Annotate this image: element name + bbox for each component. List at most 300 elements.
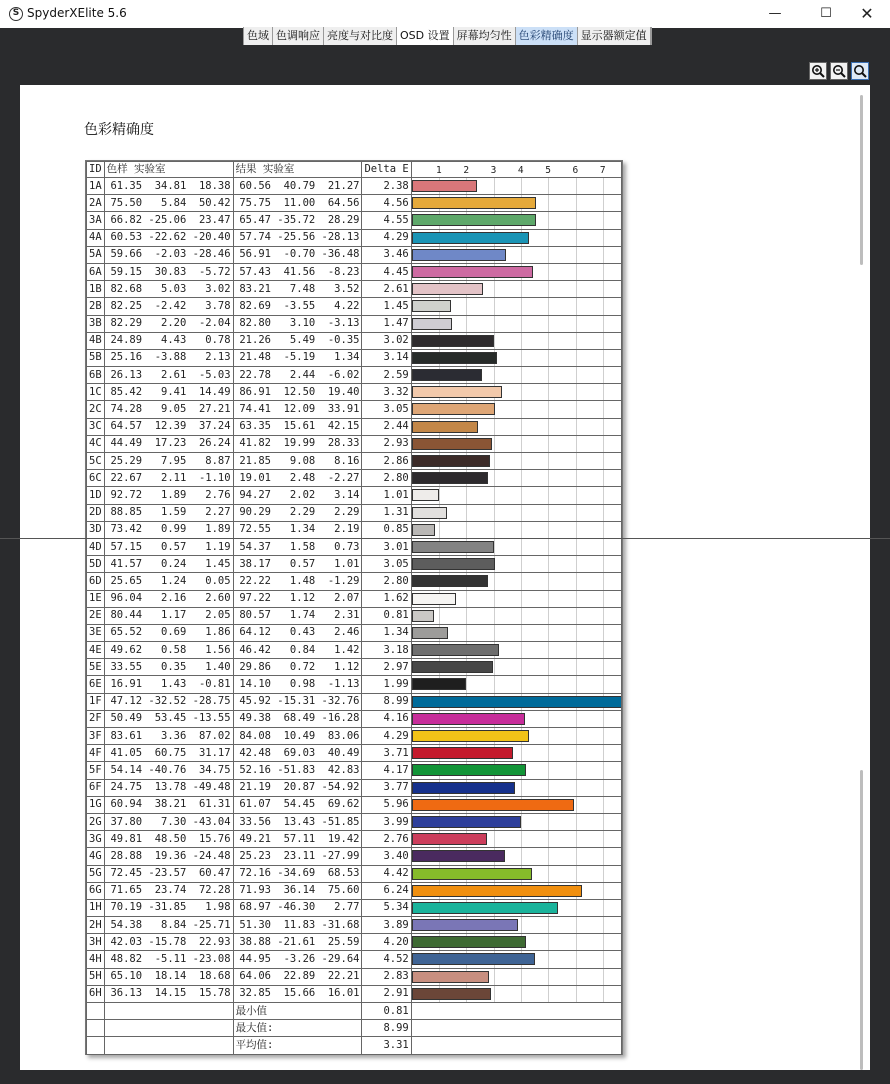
- grid-line: [548, 333, 549, 349]
- row-sample-lab: 25.65 1.24 0.05: [104, 573, 233, 590]
- grid-line: [603, 917, 604, 933]
- row-id: 3D: [87, 521, 105, 538]
- row-result-lab: 72.55 1.34 2.19: [233, 521, 362, 538]
- grid-line: [548, 316, 549, 332]
- grid-line: [521, 676, 522, 692]
- row-id: 2E: [87, 607, 105, 624]
- row-bar-cell: [411, 796, 621, 813]
- grid-line: [576, 178, 577, 194]
- grid-line: [521, 556, 522, 572]
- tab-brightness-contrast[interactable]: 亮度与对比度: [324, 27, 397, 45]
- row-delta-e: 6.24: [362, 882, 411, 899]
- delta-e-bar: [412, 747, 513, 759]
- row-sample-lab: 41.05 60.75 31.17: [104, 745, 233, 762]
- table-row: [87, 487, 622, 504]
- tab-color-accuracy[interactable]: 色彩精确度: [516, 27, 578, 45]
- stats-label: 最大值:: [233, 1020, 362, 1037]
- row-bar-cell: [411, 676, 621, 693]
- stats-empty: [104, 1003, 233, 1020]
- grid-line: [548, 676, 549, 692]
- stats-row: [87, 1003, 622, 1020]
- grid-line: [576, 436, 577, 452]
- delta-e-bar: [412, 661, 493, 673]
- delta-e-bar: [412, 593, 456, 605]
- delta-e-bar: [412, 266, 533, 278]
- grid-line: [576, 453, 577, 469]
- grid-line: [494, 625, 495, 641]
- table-row: [87, 556, 622, 573]
- axis-tick-label: 7: [599, 165, 606, 176]
- grid-line: [521, 453, 522, 469]
- row-sample-lab: 60.94 38.21 61.31: [104, 796, 233, 813]
- grid-line: [576, 367, 577, 383]
- row-result-lab: 49.38 68.49 -16.28: [233, 710, 362, 727]
- delta-e-bar: [412, 524, 435, 536]
- grid-line: [548, 539, 549, 555]
- row-delta-e: 3.40: [362, 848, 411, 865]
- row-result-lab: 97.22 1.12 2.07: [233, 590, 362, 607]
- row-bar-cell: [411, 745, 621, 762]
- grid-line: [576, 762, 577, 778]
- grid-line: [548, 814, 549, 830]
- table-row: [87, 384, 622, 401]
- grid-line: [603, 676, 604, 692]
- header-result-lab: 结果 实验室: [233, 162, 362, 178]
- grid-line: [603, 539, 604, 555]
- grid-line: [521, 848, 522, 864]
- table-row: [87, 642, 622, 659]
- row-sample-lab: 50.49 53.45 -13.55: [104, 710, 233, 727]
- row-sample-lab: 49.81 48.50 15.76: [104, 831, 233, 848]
- color-accuracy-table: [86, 161, 622, 1055]
- row-result-lab: 21.26 5.49 -0.35: [233, 332, 362, 349]
- row-sample-lab: 80.44 1.17 2.05: [104, 607, 233, 624]
- grid-line: [576, 814, 577, 830]
- row-sample-lab: 82.25 -2.42 3.78: [104, 298, 233, 315]
- row-sample-lab: 24.89 4.43 0.78: [104, 332, 233, 349]
- grid-line: [603, 247, 604, 263]
- row-result-lab: 52.16 -51.83 42.83: [233, 762, 362, 779]
- row-delta-e: 3.02: [362, 332, 411, 349]
- grid-line: [521, 591, 522, 607]
- maximize-button[interactable]: ☐: [820, 6, 832, 21]
- row-sample-lab: 60.53 -22.62 -20.40: [104, 229, 233, 246]
- row-bar-cell: [411, 573, 621, 590]
- grid-line: [603, 487, 604, 503]
- grid-line: [548, 264, 549, 280]
- axis-tick-label: 3: [490, 165, 497, 176]
- table-header-row: [87, 162, 622, 178]
- minimize-button[interactable]: —: [768, 6, 782, 21]
- row-bar-cell: [411, 470, 621, 487]
- row-delta-e: 2.86: [362, 453, 411, 470]
- grid-line: [603, 642, 604, 658]
- grid-line: [603, 831, 604, 847]
- row-result-lab: 22.78 2.44 -6.02: [233, 367, 362, 384]
- row-result-lab: 38.88 -21.61 25.59: [233, 934, 362, 951]
- grid-line: [576, 281, 577, 297]
- row-bar-cell: [411, 779, 621, 796]
- zoom-fit-icon: [853, 64, 867, 78]
- row-sample-lab: 16.91 1.43 -0.81: [104, 676, 233, 693]
- row-delta-e: 2.80: [362, 470, 411, 487]
- grid-line: [576, 934, 577, 950]
- grid-line: [521, 522, 522, 538]
- row-id: 1A: [87, 178, 105, 195]
- row-sample-lab: 66.82 -25.06 23.47: [104, 212, 233, 229]
- row-result-lab: 42.48 69.03 40.49: [233, 745, 362, 762]
- grid-line: [576, 848, 577, 864]
- grid-line: [548, 780, 549, 796]
- delta-e-bar: [412, 352, 498, 364]
- grid-line: [521, 505, 522, 521]
- row-id: 2F: [87, 710, 105, 727]
- row-sample-lab: 25.16 -3.88 2.13: [104, 349, 233, 366]
- row-id: 4D: [87, 538, 105, 555]
- grid-line: [576, 780, 577, 796]
- axis-tick-label: 4: [517, 165, 524, 176]
- row-delta-e: 1.01: [362, 487, 411, 504]
- table-row: [87, 813, 622, 830]
- table-row: [87, 779, 622, 796]
- table-row: [87, 573, 622, 590]
- delta-e-bar: [412, 627, 449, 639]
- row-bar-cell: [411, 195, 621, 212]
- grid-line: [548, 419, 549, 435]
- row-id: 1B: [87, 281, 105, 298]
- grid-line: [548, 848, 549, 864]
- grid-line: [576, 384, 577, 400]
- grid-line: [548, 298, 549, 314]
- grid-line: [576, 676, 577, 692]
- header-id: ID: [87, 162, 105, 178]
- grid-line: [576, 522, 577, 538]
- row-result-lab: 57.74 -25.56 -28.13: [233, 229, 362, 246]
- row-bar-cell: [411, 865, 621, 882]
- row-id: 4B: [87, 332, 105, 349]
- tab-tone-response[interactable]: 色调响应: [273, 27, 324, 45]
- delta-e-bar: [412, 421, 479, 433]
- row-bar-cell: [411, 263, 621, 280]
- table-row: [87, 195, 622, 212]
- table-row: [87, 899, 622, 916]
- title-bar: [0, 0, 890, 28]
- table-row: [87, 745, 622, 762]
- tab-display-rating[interactable]: 显示器额定值: [578, 27, 651, 45]
- grid-line: [466, 522, 467, 538]
- grid-line: [603, 969, 604, 985]
- row-id: 5C: [87, 453, 105, 470]
- header-sample-lab: 色样 实验室: [104, 162, 233, 178]
- grid-line: [603, 573, 604, 589]
- row-id: 4F: [87, 745, 105, 762]
- vertical-scrollbar[interactable]: [860, 95, 863, 265]
- row-id: 1D: [87, 487, 105, 504]
- tab-screen-uniformity[interactable]: 屏幕均匀性: [454, 27, 516, 45]
- table-row: [87, 401, 622, 418]
- table-row: [87, 453, 622, 470]
- table-row: [87, 831, 622, 848]
- row-id: 6D: [87, 573, 105, 590]
- table-row: [87, 349, 622, 366]
- row-sample-lab: 65.10 18.14 18.68: [104, 968, 233, 985]
- grid-line: [576, 659, 577, 675]
- row-id: 4H: [87, 951, 105, 968]
- stats-empty: [87, 1037, 105, 1054]
- grid-line: [548, 436, 549, 452]
- row-result-lab: 54.37 1.58 0.73: [233, 538, 362, 555]
- row-sample-lab: 64.57 12.39 37.24: [104, 418, 233, 435]
- row-delta-e: 4.20: [362, 934, 411, 951]
- table-row: [87, 538, 622, 555]
- row-bar-cell: [411, 899, 621, 916]
- stats-label: 平均值:: [233, 1037, 362, 1054]
- grid-line: [576, 195, 577, 211]
- zoom-in-button[interactable]: [809, 62, 827, 80]
- row-id: 3C: [87, 418, 105, 435]
- grid-line: [603, 659, 604, 675]
- grid-line: [521, 281, 522, 297]
- grid-line: [494, 487, 495, 503]
- row-delta-e: 3.05: [362, 401, 411, 418]
- table-row: [87, 418, 622, 435]
- row-bar-cell: [411, 504, 621, 521]
- grid-line: [603, 367, 604, 383]
- row-result-lab: 94.27 2.02 3.14: [233, 487, 362, 504]
- row-id: 5E: [87, 659, 105, 676]
- row-bar-cell: [411, 487, 621, 504]
- row-sample-lab: 82.29 2.20 -2.04: [104, 315, 233, 332]
- grid-line: [521, 780, 522, 796]
- grid-line: [521, 316, 522, 332]
- row-sample-lab: 92.72 1.89 2.76: [104, 487, 233, 504]
- row-delta-e: 4.52: [362, 951, 411, 968]
- grid-line: [603, 625, 604, 641]
- grid-line: [548, 384, 549, 400]
- grid-line: [521, 367, 522, 383]
- zoom-in-icon: [811, 64, 825, 78]
- row-result-lab: 57.43 41.56 -8.23: [233, 263, 362, 280]
- row-delta-e: 8.99: [362, 693, 411, 710]
- grid-line: [521, 625, 522, 641]
- row-delta-e: 4.42: [362, 865, 411, 882]
- delta-e-bar: [412, 507, 448, 519]
- table-row: [87, 470, 622, 487]
- row-bar-cell: [411, 985, 621, 1002]
- grid-line: [603, 522, 604, 538]
- table-row: [87, 435, 622, 452]
- grid-line: [603, 848, 604, 864]
- row-delta-e: 2.61: [362, 281, 411, 298]
- grid-line: [548, 986, 549, 1002]
- row-delta-e: 3.77: [362, 779, 411, 796]
- row-sample-lab: 85.42 9.41 14.49: [104, 384, 233, 401]
- delta-e-bar: [412, 610, 434, 622]
- row-delta-e: 2.59: [362, 367, 411, 384]
- row-delta-e: 5.96: [362, 796, 411, 813]
- grid-line: [548, 591, 549, 607]
- row-id: 5G: [87, 865, 105, 882]
- grid-line: [603, 264, 604, 280]
- delta-e-bar: [412, 816, 521, 828]
- header-axis: [411, 162, 621, 178]
- delta-e-bar: [412, 489, 440, 501]
- grid-line: [576, 556, 577, 572]
- row-id: 6A: [87, 263, 105, 280]
- row-delta-e: 3.05: [362, 556, 411, 573]
- grid-line: [521, 247, 522, 263]
- row-result-lab: 71.93 36.14 75.60: [233, 882, 362, 899]
- vertical-scrollbar-lower[interactable]: [860, 770, 863, 1070]
- row-bar-cell: [411, 212, 621, 229]
- delta-e-bar: [412, 782, 515, 794]
- table-row: [87, 263, 622, 280]
- row-result-lab: 21.48 -5.19 1.34: [233, 349, 362, 366]
- grid-line: [548, 745, 549, 761]
- stats-row: [87, 1037, 622, 1054]
- row-delta-e: 2.44: [362, 418, 411, 435]
- row-bar-cell: [411, 435, 621, 452]
- delta-e-bar: [412, 936, 527, 948]
- row-bar-cell: [411, 229, 621, 246]
- grid-line: [603, 883, 604, 899]
- row-result-lab: 64.06 22.89 22.21: [233, 968, 362, 985]
- grid-line: [576, 625, 577, 641]
- table-row: [87, 728, 622, 745]
- zoom-out-icon: [832, 64, 846, 78]
- grid-line: [576, 298, 577, 314]
- close-button[interactable]: ✕: [860, 4, 874, 23]
- stats-empty: [87, 1020, 105, 1037]
- delta-e-bar: [412, 644, 499, 656]
- row-result-lab: 21.19 20.87 -54.92: [233, 779, 362, 796]
- row-sample-lab: 42.03 -15.78 22.93: [104, 934, 233, 951]
- row-id: 3A: [87, 212, 105, 229]
- horizontal-splitter[interactable]: [0, 538, 890, 539]
- row-sample-lab: 59.66 -2.03 -28.46: [104, 246, 233, 263]
- row-sample-lab: 83.61 3.36 87.02: [104, 728, 233, 745]
- row-result-lab: 80.57 1.74 2.31: [233, 607, 362, 624]
- grid-line: [603, 951, 604, 967]
- row-delta-e: 3.14: [362, 349, 411, 366]
- grid-line: [521, 350, 522, 366]
- table-row: [87, 659, 622, 676]
- row-bar-cell: [411, 315, 621, 332]
- grid-line: [548, 230, 549, 246]
- table-row: [87, 676, 622, 693]
- grid-line: [548, 178, 549, 194]
- table-row: [87, 521, 622, 538]
- row-delta-e: 2.76: [362, 831, 411, 848]
- delta-e-bar: [412, 180, 477, 192]
- grid-line: [576, 573, 577, 589]
- row-result-lab: 41.82 19.99 28.33: [233, 435, 362, 452]
- grid-line: [548, 608, 549, 624]
- stats-empty: [104, 1037, 233, 1054]
- row-result-lab: 72.16 -34.69 68.53: [233, 865, 362, 882]
- row-delta-e: 3.89: [362, 917, 411, 934]
- grid-line: [548, 505, 549, 521]
- row-bar-cell: [411, 642, 621, 659]
- row-result-lab: 14.10 0.98 -1.13: [233, 676, 362, 693]
- grid-line: [494, 986, 495, 1002]
- grid-line: [548, 866, 549, 882]
- delta-e-bar: [412, 472, 488, 484]
- grid-line: [603, 728, 604, 744]
- grid-line: [494, 522, 495, 538]
- grid-line: [521, 745, 522, 761]
- grid-line: [603, 212, 604, 228]
- row-bar-cell: [411, 349, 621, 366]
- row-result-lab: 65.47 -35.72 28.29: [233, 212, 362, 229]
- row-id: 2D: [87, 504, 105, 521]
- delta-e-bar: [412, 850, 505, 862]
- tab-gamut[interactable]: 色域: [244, 27, 273, 45]
- row-bar-cell: [411, 521, 621, 538]
- grid-line: [521, 384, 522, 400]
- row-bar-cell: [411, 298, 621, 315]
- tab-osd-settings[interactable]: OSD 设置: [397, 27, 454, 45]
- row-bar-cell: [411, 762, 621, 779]
- grid-line: [548, 642, 549, 658]
- row-bar-cell: [411, 538, 621, 555]
- delta-e-bar: [412, 455, 490, 467]
- row-sample-lab: 26.13 2.61 -5.03: [104, 367, 233, 384]
- grid-line: [521, 436, 522, 452]
- grid-line: [603, 230, 604, 246]
- delta-e-bar: [412, 403, 495, 415]
- row-result-lab: 51.30 11.83 -31.68: [233, 917, 362, 934]
- row-sample-lab: 25.29 7.95 8.87: [104, 453, 233, 470]
- zoom-fit-button[interactable]: [851, 62, 869, 80]
- delta-e-bar: [412, 232, 529, 244]
- delta-e-bar: [412, 696, 622, 708]
- row-id: 4G: [87, 848, 105, 865]
- row-bar-cell: [411, 848, 621, 865]
- grid-line: [576, 470, 577, 486]
- row-bar-cell: [411, 917, 621, 934]
- row-delta-e: 1.62: [362, 590, 411, 607]
- grid-line: [494, 505, 495, 521]
- row-id: 3E: [87, 624, 105, 641]
- row-bar-cell: [411, 332, 621, 349]
- row-id: 6E: [87, 676, 105, 693]
- table-row: [87, 848, 622, 865]
- axis-tick-label: 6: [572, 165, 579, 176]
- delta-e-bar: [412, 283, 483, 295]
- grid-line: [603, 195, 604, 211]
- grid-line: [521, 470, 522, 486]
- grid-line: [466, 487, 467, 503]
- row-result-lab: 74.41 12.09 33.91: [233, 401, 362, 418]
- row-id: 2B: [87, 298, 105, 315]
- table-row: [87, 951, 622, 968]
- row-sample-lab: 88.85 1.59 2.27: [104, 504, 233, 521]
- grid-line: [494, 659, 495, 675]
- row-bar-cell: [411, 418, 621, 435]
- delta-e-bar: [412, 953, 535, 965]
- axis-tick-label: 2: [463, 165, 470, 176]
- app-logo-icon: S: [9, 7, 23, 21]
- delta-e-bar: [412, 678, 466, 690]
- row-sample-lab: 28.88 19.36 -24.48: [104, 848, 233, 865]
- table-row: [87, 624, 622, 641]
- stats-row: [87, 1020, 622, 1037]
- row-id: 3G: [87, 831, 105, 848]
- grid-line: [576, 608, 577, 624]
- zoom-out-button[interactable]: [830, 62, 848, 80]
- table-row: [87, 693, 622, 710]
